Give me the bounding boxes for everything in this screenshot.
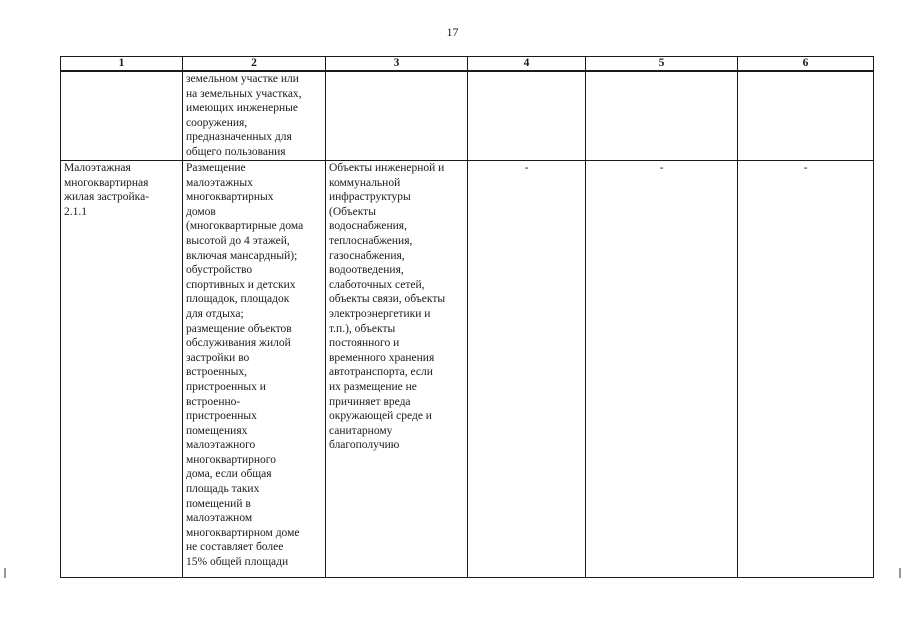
column-header-1: 1 [61,57,183,72]
zoning-table [60,56,874,578]
table-cell [468,71,586,161]
land-use-description-cell: Размещение малоэтажных многоквартирных домов (многоквартирные дома высотой до 4 этажей, включая мансардный); обустройство спортивных и детских площадок, площадок для отдыха; размещение объектов обслуживания жилой застройки во встроенных, пристроенных и встроенно- пристроенных помещениях малоэтажного многоквартирного дома, если общая площадь таких помещений в малоэтажном многоквартирном доме не составляет более 15% общей площади [183,161,326,578]
column-header-3: 3 [326,57,468,72]
table-row [61,71,874,161]
auxiliary-use-cell: Объекты инженерной и коммунальной инфраструктуры (Объекты водоснабжения, теплоснабжения, газоснабжения, водоотведения, слаботочных сетей, объекты связи, объекты электроэнергетики и т.п.), объекты постоянного и временного хранения автотранспорта, если их размещение не причиняет вреда окружающей среде и санитарному благополучию [326,161,468,578]
table-row [61,161,874,578]
table-cell: - [468,161,586,578]
table-cell [738,71,874,161]
column-header-5: 5 [586,57,738,72]
table-cell: земельном участке или на земельных участках, имеющих инженерные сооружения, предназначенных для общего пользования [183,71,326,161]
table-cell [586,71,738,161]
scan-edge-mark-right [899,568,901,578]
land-use-type-cell: Малоэтажная многоквартирная жилая застройка- 2.1.1 [61,161,183,578]
column-header-2: 2 [183,57,326,72]
header-row [61,57,874,72]
table-cell [326,71,468,161]
table-cell [61,71,183,161]
column-header-6: 6 [738,57,874,72]
table-cell: - [586,161,738,578]
table-cell: - [738,161,874,578]
page-number: 17 [446,25,459,39]
scan-edge-mark-left [4,568,6,578]
column-header-4: 4 [468,57,586,72]
